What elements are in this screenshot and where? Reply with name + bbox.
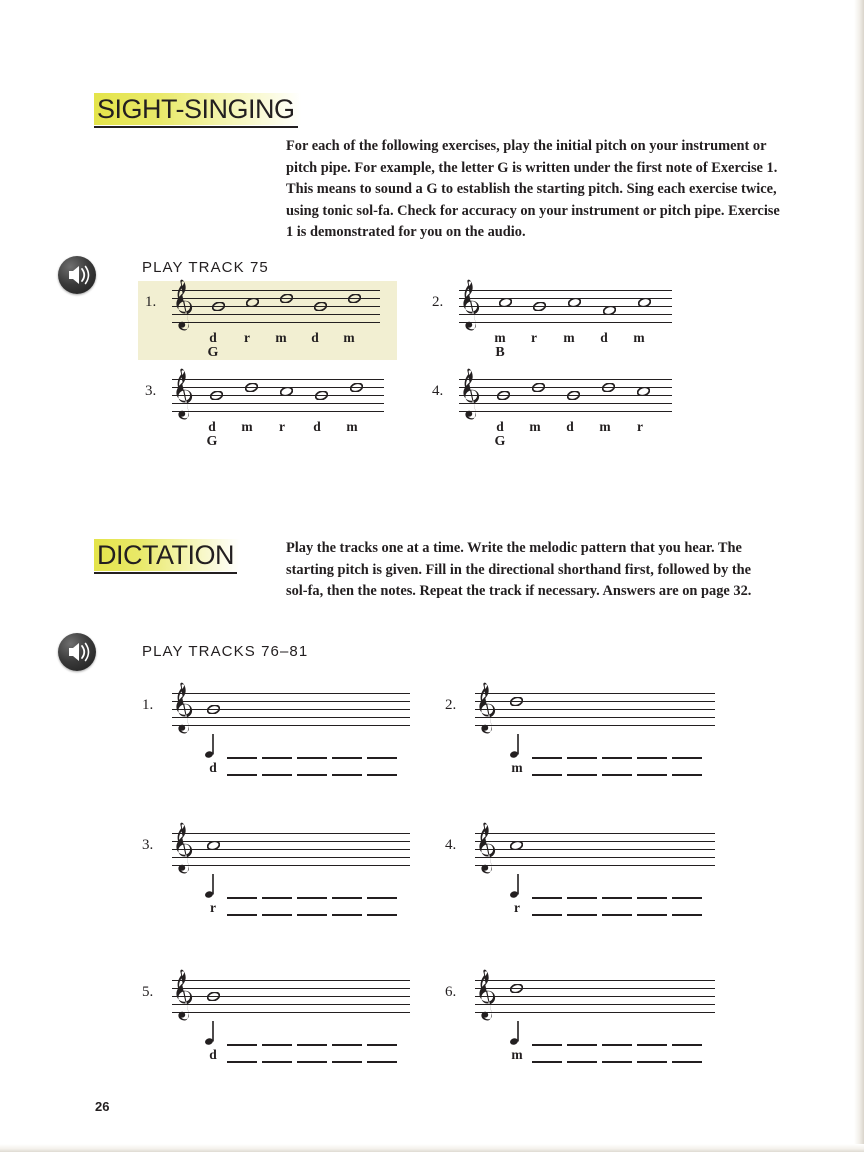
notehead	[637, 387, 650, 396]
treble-clef-icon	[170, 681, 200, 737]
music-staff	[459, 379, 672, 412]
music-staff	[172, 379, 384, 412]
solfa-syllable: d	[313, 419, 321, 434]
speaker-icon-glyph	[58, 633, 96, 671]
shorthand-blank[interactable]	[332, 757, 362, 759]
notehead	[207, 992, 220, 1001]
solfa-blank[interactable]	[532, 1061, 562, 1063]
solfa-syllable: m	[241, 419, 253, 434]
solfa-blank[interactable]	[602, 774, 632, 776]
notehead	[210, 391, 223, 400]
shorthand-blank[interactable]	[262, 1044, 292, 1046]
notehead	[280, 387, 293, 396]
solfa-syllable: d	[566, 419, 574, 434]
solfa-syllable: r	[279, 419, 285, 434]
solfa-blank[interactable]	[532, 774, 562, 776]
solfa-blank[interactable]	[332, 914, 362, 916]
shorthand-blank[interactable]	[332, 1044, 362, 1046]
quarter-note-icon	[205, 1020, 216, 1046]
notehead	[532, 383, 545, 392]
notehead	[350, 383, 363, 392]
notehead	[497, 391, 510, 400]
music-staff	[172, 980, 410, 1013]
notehead	[510, 841, 523, 850]
treble-clef-icon	[170, 278, 200, 334]
solfa-blank[interactable]	[227, 914, 257, 916]
exercise-number: 4.	[445, 837, 457, 853]
solfa-blank[interactable]	[637, 914, 667, 916]
shorthand-blank[interactable]	[532, 757, 562, 759]
notehead	[567, 391, 580, 400]
start-pitch-letter: G	[207, 345, 219, 360]
solfa-blank[interactable]	[637, 774, 667, 776]
solfa-syllable: m	[529, 419, 541, 434]
solfa-blank[interactable]	[367, 774, 397, 776]
notehead	[348, 294, 361, 303]
shorthand-blank[interactable]	[297, 1044, 327, 1046]
exercise-number: 3.	[142, 837, 154, 853]
start-solfa-syllable: r	[514, 900, 520, 915]
solfa-syllable: r	[531, 330, 537, 345]
start-pitch-letter: G	[494, 434, 506, 449]
solfa-row	[202, 419, 422, 435]
start-solfa-syllable: m	[511, 760, 523, 775]
shorthand-blank[interactable]	[602, 1044, 632, 1046]
shorthand-blank[interactable]	[602, 897, 632, 899]
shorthand-blank[interactable]	[567, 757, 597, 759]
solfa-syllable: m	[494, 330, 506, 345]
music-staff	[459, 290, 672, 323]
quarter-note-icon	[205, 733, 216, 759]
shorthand-blank[interactable]	[262, 757, 292, 759]
shorthand-blank[interactable]	[637, 1044, 667, 1046]
music-staff	[475, 833, 715, 866]
start-pitch-row	[203, 345, 263, 361]
notehead	[207, 841, 220, 850]
shorthand-blank[interactable]	[297, 757, 327, 759]
solfa-blank[interactable]	[672, 1061, 702, 1063]
solfa-blank[interactable]	[672, 774, 702, 776]
start-pitch-letter: G	[206, 434, 218, 449]
solfa-blank[interactable]	[227, 1061, 257, 1063]
quarter-note-icon	[510, 873, 521, 899]
solfa-blank[interactable]	[262, 914, 292, 916]
dictation-intro-text: Play the tracks one at a time. Write the melodic pattern that you hear. The starting pitch is given. Fill in the directional shorthand first, followed by the sol-fa, then the notes. Repeat the track if necessary. Answers are on page 32.	[286, 540, 752, 599]
solfa-blank[interactable]	[367, 1061, 397, 1063]
shorthand-blank[interactable]	[227, 897, 257, 899]
solfa-row	[490, 419, 710, 435]
music-staff	[172, 833, 410, 866]
solfa-blank[interactable]	[602, 914, 632, 916]
quarter-note-icon	[510, 1020, 521, 1046]
notehead	[314, 302, 327, 311]
notehead	[568, 298, 581, 307]
start-solfa-syllable: d	[209, 760, 217, 775]
start-pitch-letter: B	[495, 345, 505, 360]
exercise-number: 5.	[142, 984, 154, 1000]
solfa-blank[interactable]	[532, 914, 562, 916]
notehead	[499, 298, 512, 307]
shorthand-blank[interactable]	[532, 1044, 562, 1046]
quarter-note-icon	[510, 733, 521, 759]
notehead	[602, 383, 615, 392]
music-staff	[475, 980, 715, 1013]
exercise-number: 2.	[432, 294, 444, 310]
shorthand-blank[interactable]	[227, 757, 257, 759]
solfa-syllable: d	[600, 330, 608, 345]
exercise-number: 2.	[445, 697, 457, 713]
treble-clef-icon	[457, 278, 487, 334]
solfa-syllable: m	[563, 330, 575, 345]
solfa-blank[interactable]	[332, 774, 362, 776]
treble-clef-icon	[473, 968, 503, 1024]
play-tracks-label: PLAY TRACKS 76–81	[142, 643, 309, 660]
notehead	[533, 302, 546, 311]
solfa-syllable: r	[637, 419, 643, 434]
solfa-blank[interactable]	[672, 914, 702, 916]
shorthand-blank[interactable]	[672, 757, 702, 759]
sight-singing-heading	[94, 93, 301, 128]
shorthand-blank[interactable]	[637, 757, 667, 759]
sight-singing-heading-text: SIGHT-SINGING	[94, 93, 301, 125]
music-staff	[172, 693, 410, 726]
treble-clef-icon	[170, 968, 200, 1024]
page-edge-bottom	[0, 1144, 864, 1152]
solfa-blank[interactable]	[602, 1061, 632, 1063]
solfa-blank[interactable]	[567, 774, 597, 776]
solfa-blank[interactable]	[297, 914, 327, 916]
solfa-row	[203, 330, 423, 346]
solfa-blank[interactable]	[637, 1061, 667, 1063]
solfa-syllable: r	[244, 330, 250, 345]
sight-singing-heading-rule	[94, 126, 298, 128]
notehead	[510, 984, 523, 993]
shorthand-blank[interactable]	[532, 897, 562, 899]
quarter-note-icon	[205, 873, 216, 899]
shorthand-blank[interactable]	[602, 757, 632, 759]
solfa-syllable: m	[346, 419, 358, 434]
solfa-blank[interactable]	[567, 1061, 597, 1063]
solfa-syllable: m	[599, 419, 611, 434]
notehead	[603, 306, 616, 315]
shorthand-blank[interactable]	[332, 897, 362, 899]
start-solfa-syllable: r	[210, 900, 216, 915]
solfa-syllable: m	[343, 330, 355, 345]
treble-clef-icon	[473, 681, 503, 737]
shorthand-blank[interactable]	[367, 1044, 397, 1046]
exercise-number: 1.	[142, 697, 154, 713]
notehead	[212, 302, 225, 311]
music-staff	[475, 693, 715, 726]
speaker-icon[interactable]	[58, 633, 96, 671]
start-pitch-row	[490, 434, 550, 450]
exercise-number: 6.	[445, 984, 457, 1000]
treble-clef-icon	[473, 821, 503, 877]
solfa-blank[interactable]	[262, 774, 292, 776]
exercise-number: 4.	[432, 383, 444, 399]
treble-clef-icon	[457, 367, 487, 423]
speaker-icon[interactable]	[58, 256, 96, 294]
dictation-heading	[94, 539, 240, 574]
start-solfa-syllable: d	[209, 1047, 217, 1062]
notehead	[638, 298, 651, 307]
solfa-row	[490, 330, 710, 346]
solfa-syllable: m	[633, 330, 645, 345]
shorthand-blank[interactable]	[367, 757, 397, 759]
notehead	[207, 705, 220, 714]
solfa-syllable: d	[208, 419, 216, 434]
shorthand-blank[interactable]	[297, 897, 327, 899]
start-pitch-row	[202, 434, 262, 450]
notehead	[510, 697, 523, 706]
page-number: 26	[95, 1099, 110, 1114]
solfa-syllable: d	[496, 419, 504, 434]
notehead	[315, 391, 328, 400]
solfa-syllable: m	[275, 330, 287, 345]
exercise-number: 3.	[145, 383, 157, 399]
start-solfa-syllable: m	[511, 1047, 523, 1062]
solfa-blank[interactable]	[332, 1061, 362, 1063]
shorthand-blank[interactable]	[262, 897, 292, 899]
solfa-blank[interactable]	[297, 774, 327, 776]
treble-clef-icon	[170, 367, 200, 423]
shorthand-blank[interactable]	[567, 1044, 597, 1046]
sight-singing-intro-text: For each of the following exercises, play the initial pitch on your instrument or pitch pipe. For example, the letter G is written under the first note of Exercise 1. This means to sound a G to establish the starting pitch. Sing each exercise twice, using tonic sol-fa. Check for accuracy on your instrument or pitch pipe. Exercise 1 is demonstrated for you on the audio.	[286, 138, 780, 240]
start-pitch-row	[490, 345, 550, 361]
solfa-blank[interactable]	[227, 774, 257, 776]
shorthand-blank[interactable]	[567, 897, 597, 899]
dictation-heading-rule	[94, 572, 237, 574]
notehead	[245, 383, 258, 392]
notehead	[246, 298, 259, 307]
solfa-syllable: d	[209, 330, 217, 345]
shorthand-blank[interactable]	[227, 1044, 257, 1046]
treble-clef-icon	[170, 821, 200, 877]
shorthand-blank[interactable]	[367, 897, 397, 899]
solfa-blank[interactable]	[262, 1061, 292, 1063]
solfa-blank[interactable]	[567, 914, 597, 916]
music-staff	[172, 290, 380, 323]
page-edge-right	[854, 0, 864, 1152]
solfa-blank[interactable]	[367, 914, 397, 916]
solfa-blank[interactable]	[297, 1061, 327, 1063]
exercise-number: 1.	[145, 294, 157, 310]
notehead	[280, 294, 293, 303]
shorthand-blank[interactable]	[672, 897, 702, 899]
shorthand-blank[interactable]	[637, 897, 667, 899]
dictation-heading-text: DICTATION	[94, 539, 240, 571]
solfa-syllable: d	[311, 330, 319, 345]
speaker-icon-glyph	[58, 256, 96, 294]
shorthand-blank[interactable]	[672, 1044, 702, 1046]
play-track-label: PLAY TRACK 75	[142, 259, 269, 276]
